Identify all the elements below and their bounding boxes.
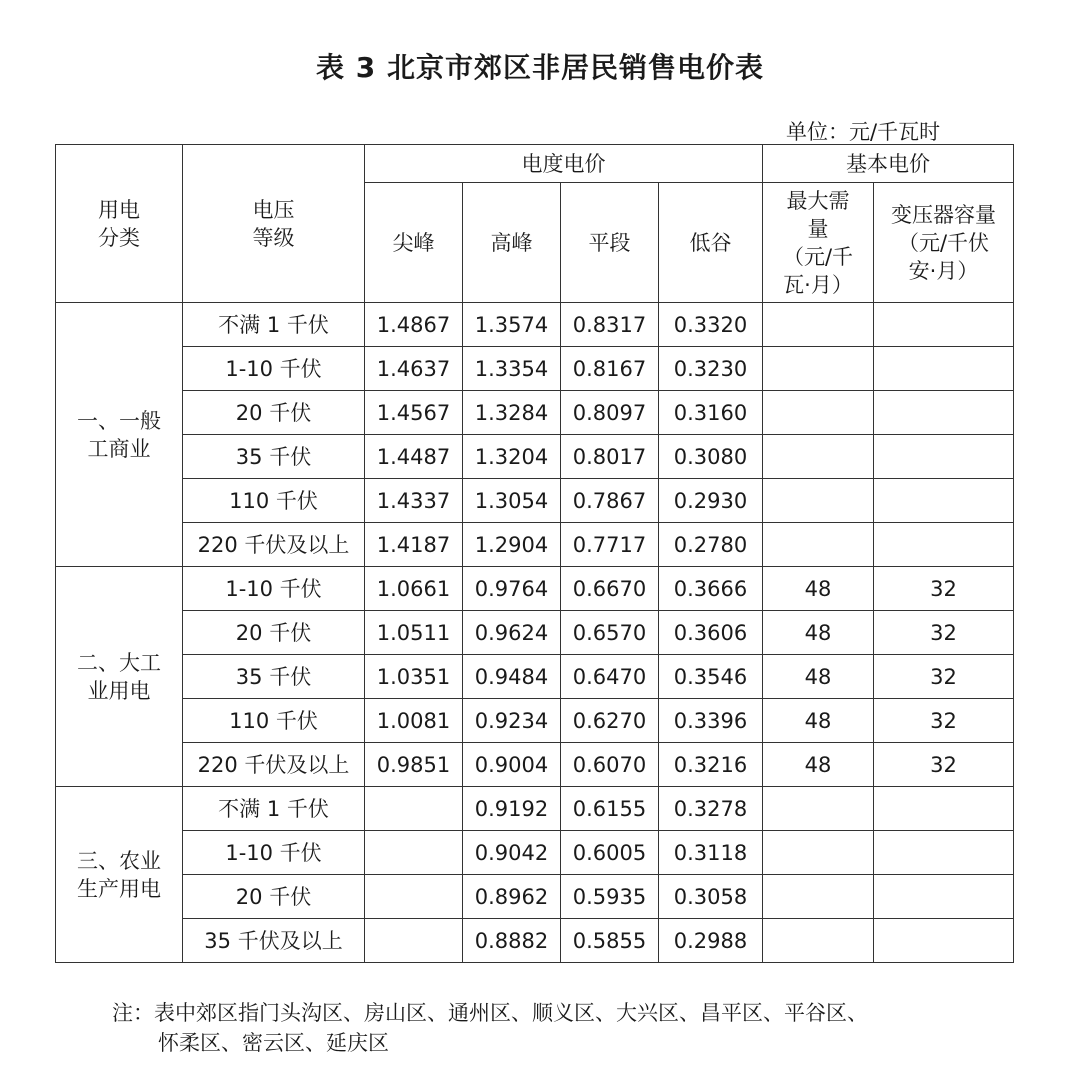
high-cell: 0.9484 xyxy=(463,655,561,699)
valley-cell: 0.3320 xyxy=(659,303,763,347)
demand-cell xyxy=(763,303,874,347)
peak-cell: 1.4567 xyxy=(365,391,463,435)
category-cell: 三、农业 生产用电 xyxy=(56,787,183,963)
capacity-cell xyxy=(874,787,1014,831)
header-max-demand: 最大需 量 （元/千 瓦·月） xyxy=(763,183,874,303)
high-cell: 1.3284 xyxy=(463,391,561,435)
demand-cell: 48 xyxy=(763,743,874,787)
valley-cell: 0.2780 xyxy=(659,523,763,567)
flat-cell: 0.6005 xyxy=(561,831,659,875)
capacity-cell xyxy=(874,831,1014,875)
capacity-cell xyxy=(874,919,1014,963)
table-row xyxy=(56,479,1014,523)
peak-cell xyxy=(365,831,463,875)
category-cell: 二、大工 业用电 xyxy=(56,567,183,787)
demand-cell: 48 xyxy=(763,699,874,743)
valley-cell: 0.3278 xyxy=(659,787,763,831)
demand-cell xyxy=(763,875,874,919)
voltage-cell: 35 千伏及以上 xyxy=(183,919,365,963)
table-row xyxy=(56,787,1014,831)
table-row xyxy=(56,611,1014,655)
valley-cell: 0.3058 xyxy=(659,875,763,919)
high-cell: 0.9004 xyxy=(463,743,561,787)
table-row xyxy=(56,347,1014,391)
flat-cell: 0.6155 xyxy=(561,787,659,831)
capacity-cell xyxy=(874,435,1014,479)
capacity-cell xyxy=(874,875,1014,919)
valley-cell: 0.3216 xyxy=(659,743,763,787)
valley-cell: 0.3230 xyxy=(659,347,763,391)
voltage-cell: 1-10 千伏 xyxy=(183,347,365,391)
voltage-cell: 1-10 千伏 xyxy=(183,567,365,611)
header-flat: 平段 xyxy=(561,183,659,303)
demand-cell xyxy=(763,787,874,831)
valley-cell: 0.3546 xyxy=(659,655,763,699)
table-row xyxy=(56,523,1014,567)
price-table xyxy=(55,144,1014,963)
table-row xyxy=(56,435,1014,479)
peak-cell: 1.0511 xyxy=(365,611,463,655)
table-row xyxy=(56,919,1014,963)
demand-cell xyxy=(763,831,874,875)
header-transformer-capacity: 变压器容量 （元/千伏 安·月） xyxy=(874,183,1014,303)
capacity-cell: 32 xyxy=(874,743,1014,787)
valley-cell: 0.3080 xyxy=(659,435,763,479)
high-cell: 1.3354 xyxy=(463,347,561,391)
voltage-cell: 220 千伏及以上 xyxy=(183,523,365,567)
header-basic-price: 基本电价 xyxy=(763,145,1014,183)
table-title: 表 3 北京市郊区非居民销售电价表 xyxy=(316,51,764,84)
capacity-cell: 32 xyxy=(874,699,1014,743)
demand-cell xyxy=(763,523,874,567)
flat-cell: 0.6670 xyxy=(561,567,659,611)
flat-cell: 0.6270 xyxy=(561,699,659,743)
demand-cell: 48 xyxy=(763,567,874,611)
voltage-cell: 35 千伏 xyxy=(183,435,365,479)
voltage-cell: 20 千伏 xyxy=(183,391,365,435)
flat-cell: 0.5935 xyxy=(561,875,659,919)
footnote-line-1: 注：表中郊区指门头沟区、房山区、通州区、顺义区、大兴区、昌平区、平谷区、 xyxy=(112,1001,868,1025)
flat-cell: 0.7717 xyxy=(561,523,659,567)
high-cell: 1.3204 xyxy=(463,435,561,479)
footnote-line-2: 怀柔区、密云区、延庆区 xyxy=(158,1031,389,1055)
peak-cell: 1.4337 xyxy=(365,479,463,523)
voltage-cell: 35 千伏 xyxy=(183,655,365,699)
high-cell: 0.9192 xyxy=(463,787,561,831)
capacity-cell: 32 xyxy=(874,655,1014,699)
capacity-cell xyxy=(874,303,1014,347)
valley-cell: 0.3606 xyxy=(659,611,763,655)
high-cell: 1.2904 xyxy=(463,523,561,567)
voltage-cell: 20 千伏 xyxy=(183,875,365,919)
capacity-cell: 32 xyxy=(874,567,1014,611)
voltage-cell: 220 千伏及以上 xyxy=(183,743,365,787)
peak-cell: 1.0661 xyxy=(365,567,463,611)
table-row xyxy=(56,743,1014,787)
table-row xyxy=(56,699,1014,743)
table-row xyxy=(56,655,1014,699)
voltage-cell: 110 千伏 xyxy=(183,479,365,523)
header-valley: 低谷 xyxy=(659,183,763,303)
peak-cell xyxy=(365,919,463,963)
high-cell: 0.9042 xyxy=(463,831,561,875)
demand-cell xyxy=(763,347,874,391)
capacity-cell: 32 xyxy=(874,611,1014,655)
table-row xyxy=(56,831,1014,875)
header-peak: 尖峰 xyxy=(365,183,463,303)
high-cell: 0.8962 xyxy=(463,875,561,919)
flat-cell: 0.7867 xyxy=(561,479,659,523)
footnote xyxy=(112,998,868,1058)
header-high: 高峰 xyxy=(463,183,561,303)
high-cell: 0.9234 xyxy=(463,699,561,743)
voltage-cell: 不满 1 千伏 xyxy=(183,303,365,347)
high-cell: 0.9764 xyxy=(463,567,561,611)
table-row xyxy=(56,875,1014,919)
category-cell: 一、一般 工商业 xyxy=(56,303,183,567)
flat-cell: 0.6470 xyxy=(561,655,659,699)
table-row xyxy=(56,567,1014,611)
flat-cell: 0.8017 xyxy=(561,435,659,479)
high-cell: 0.8882 xyxy=(463,919,561,963)
valley-cell: 0.3160 xyxy=(659,391,763,435)
unit-label: 单位：元/千瓦时 xyxy=(786,120,941,144)
high-cell: 0.9624 xyxy=(463,611,561,655)
flat-cell: 0.6570 xyxy=(561,611,659,655)
valley-cell: 0.2930 xyxy=(659,479,763,523)
voltage-cell: 110 千伏 xyxy=(183,699,365,743)
header-category: 用电 分类 xyxy=(56,145,183,303)
demand-cell: 48 xyxy=(763,611,874,655)
capacity-cell xyxy=(874,347,1014,391)
capacity-cell xyxy=(874,523,1014,567)
valley-cell: 0.2988 xyxy=(659,919,763,963)
header-energy-price: 电度电价 xyxy=(365,145,763,183)
demand-cell xyxy=(763,479,874,523)
peak-cell: 0.9851 xyxy=(365,743,463,787)
peak-cell: 1.4487 xyxy=(365,435,463,479)
flat-cell: 0.8097 xyxy=(561,391,659,435)
peak-cell: 1.0351 xyxy=(365,655,463,699)
flat-cell: 0.8317 xyxy=(561,303,659,347)
capacity-cell xyxy=(874,391,1014,435)
high-cell: 1.3574 xyxy=(463,303,561,347)
voltage-cell: 20 千伏 xyxy=(183,611,365,655)
valley-cell: 0.3396 xyxy=(659,699,763,743)
header-voltage: 电压 等级 xyxy=(183,145,365,303)
flat-cell: 0.6070 xyxy=(561,743,659,787)
flat-cell: 0.8167 xyxy=(561,347,659,391)
peak-cell xyxy=(365,875,463,919)
demand-cell xyxy=(763,391,874,435)
peak-cell xyxy=(365,787,463,831)
valley-cell: 0.3666 xyxy=(659,567,763,611)
peak-cell: 1.4867 xyxy=(365,303,463,347)
peak-cell: 1.4637 xyxy=(365,347,463,391)
table-row xyxy=(56,391,1014,435)
high-cell: 1.3054 xyxy=(463,479,561,523)
header-row-1 xyxy=(56,145,1014,183)
demand-cell xyxy=(763,435,874,479)
peak-cell: 1.0081 xyxy=(365,699,463,743)
demand-cell: 48 xyxy=(763,655,874,699)
demand-cell xyxy=(763,919,874,963)
peak-cell: 1.4187 xyxy=(365,523,463,567)
table-row xyxy=(56,303,1014,347)
voltage-cell: 不满 1 千伏 xyxy=(183,787,365,831)
flat-cell: 0.5855 xyxy=(561,919,659,963)
capacity-cell xyxy=(874,479,1014,523)
valley-cell: 0.3118 xyxy=(659,831,763,875)
voltage-cell: 1-10 千伏 xyxy=(183,831,365,875)
